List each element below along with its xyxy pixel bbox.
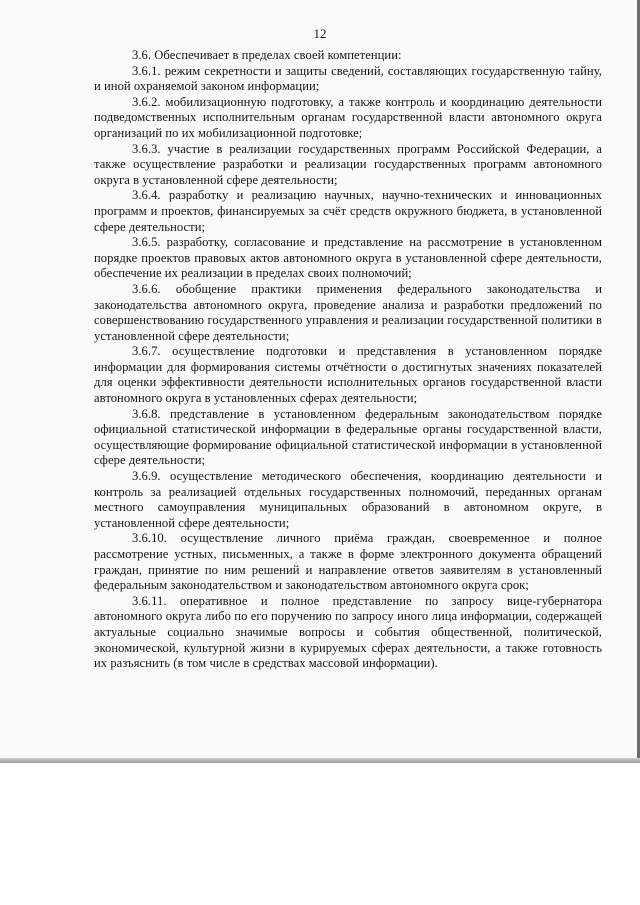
paragraph-3-6-11: 3.6.11. оперативное и полное представление по запросу вице-губернатора автономного округа либо по его поручению по запросу иного лица информации, содержащей актуальные социально значимые вопросы и события общественной, политической, экономической, культурной жизни в курируемых сферах деятельности, а также готовность их разъяснить (в том числе в средствах массовой информации).: [94, 593, 602, 671]
page-number: 12: [313, 26, 327, 41]
paragraph-3-6: 3.6. Обеспечивает в пределах своей компетенции:: [132, 48, 402, 62]
paragraph-3-6-7: 3.6.7. осуществление подготовки и представления в установленном порядке информации для формирования системы отчётности о достигнутых значениях показателей для оценки эффективности деятельности исполнительных органов государственной власти автономного округа в установленных сферах деятельности;: [94, 344, 602, 406]
document-body: [94, 48, 602, 672]
paragraph-3-6-1: 3.6.1. режим секретности и защиты сведений, составляющих государственную тайну, и иной охраняемой законом информации;: [94, 63, 602, 94]
paragraph-3-6-10: 3.6.10. осуществление личного приёма граждан, своевременное и полное рассмотрение устных, письменных, а также в форме электронного документа обращений граждан, принятие по ним решений и направление ответов заявителям в установленный федеральным законодательством и законодательством автономного округа срок;: [94, 531, 602, 593]
paragraph-3-6-2: 3.6.2. мобилизационную подготовку, а также контроль и координацию деятельности подведомственных исполнительным органам государственной власти автономного округа организаций по их мобилизационной подготовке;: [94, 94, 602, 140]
paragraph-3-6-9: 3.6.9. осуществление методического обеспечения, координацию деятельности и контроль за реализацией отдельных государственных полномочий, переданных органам местного самоуправления муниципальных образований в автономном округе, в установленной сфере деятельности;: [94, 469, 602, 530]
paragraph-3-6-8: 3.6.8. представление в установленном федеральным законодательством порядке официальной статистической информации в федеральные органы государственной власти, осуществляющие формирование официальной статистической информации в установленной сфере деятельности;: [94, 406, 602, 468]
paragraph-3-6-5: 3.6.5. разработку, согласование и представление на рассмотрение в установленном порядке проектов правовых актов автономного округа в установленной сфере деятельности, обеспечение их реализации в пределах своих полномочий;: [94, 235, 602, 281]
paragraph-3-6-6: 3.6.6. обобщение практики применения федерального законодательства и законодательства автономного округа, проведение анализа и разработки предложений по совершенствованию государственного управления и реализации государственной политики в установленной сфере деятельности;: [94, 281, 602, 343]
paragraph-3-6-3: 3.6.3. участие в реализации государственных программ Российской Федерации, а также осуществление разработки и реализации государственных программ автономного округа в установленной сфере деятельности;: [94, 141, 602, 187]
scan-edge: [0, 758, 640, 763]
paragraph-3-6-4: 3.6.4. разработку и реализацию научных, научно-технических и инновационных программ и проектов, финансируемых за счёт средств окружного бюджета, в установленной сфере деятельности;: [94, 188, 602, 234]
